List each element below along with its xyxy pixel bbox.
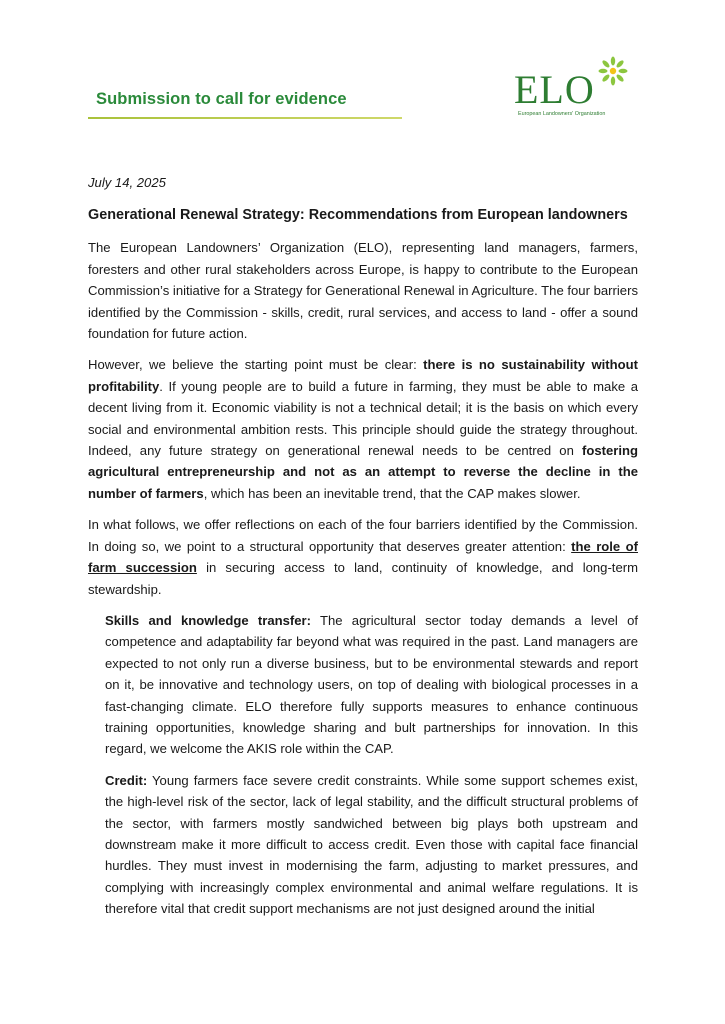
credit-section	[105, 770, 638, 920]
credit-text: Young farmers face severe credit constraints. While some support schemes exist, the high-level risk of the sector, lack of legal stability, and the difficult structural problems of the sector, with farmers mostly sandwiched between big plays both upstream and downstream make it more difficult to access credit. Even those with capital face financial hurdles. They must invest in modernising the farm, adjusting to market pressures, and complying with increasingly complex environmental and animal welfare regulations. It is therefore vital that credit support mechanisms are not just designed around the initial	[105, 772, 638, 917]
text-run: However, we believe the starting point must be clear:	[88, 357, 424, 373]
flower-icon	[598, 56, 628, 86]
intro-paragraph: The European Landowners’ Organization (ELO), representing land managers, farmers, foresters and other rural stakeholders across Europe, is happy to contribute to the European Commission’s initiative for a Strategy for Generational Renewal in Agriculture. The four barriers identified by the Commission - skills, credit, rural services, and access to land - offer a sound foundation for future action.	[88, 240, 638, 342]
text-run: . If young people are to build a future in farming, they must be able to make a decent living from it. Economic viability is not a technical detail; it is the basis on which every social and environmental ambition rests. This principle should guide the strategy throughout. Indeed, any future strategy on generational renewal needs to be centred on	[88, 378, 638, 459]
underlined-text: the role of farm succession	[88, 538, 638, 576]
logo-tagline: European Landowners' Organization	[518, 111, 606, 117]
text-run: in securing access to land, continuity of knowledge, and long-term stewardship.	[88, 560, 638, 597]
credit-heading: Credit:	[105, 772, 148, 788]
bold-text: there is no sustainability without profitability	[88, 357, 638, 394]
document-body	[88, 172, 638, 930]
bold-text: fostering agricultural entrepreneurship and not as an attempt to reverse the decline in the number of farmers	[88, 443, 638, 501]
skills-text: The agricultural sector today demands a level of competence and adaptability far beyond what was required in the past. Land managers are expected to not only run a diverse business, but to be environmental stewards and report on it, be innovative and technology users, on top of dealing with biological processes in a fast-changing climate. ELO therefore fully supports measures to enhance continuous training opportunities, knowledge sharing and bult partnerships for innovation. In this regard, we welcome the AKIS role within the CAP.	[105, 612, 638, 757]
document-date: July 14, 2025	[88, 175, 166, 190]
header-title: Submission to call for evidence	[96, 90, 347, 108]
text-run: In what follows, we offer reflections on each of the four barriers identified by the Commission. In doing so, we point to a structural opportunity that deserves greater attention:	[88, 517, 638, 554]
header-rule	[88, 117, 402, 119]
logo-letters: ELO	[514, 67, 595, 112]
skills-heading: Skills and knowledge transfer:	[105, 612, 311, 628]
profitability-paragraph	[88, 354, 638, 504]
document-title: Generational Renewal Strategy: Recommendations from European landowners	[88, 207, 628, 224]
succession-paragraph	[88, 514, 638, 600]
skills-section	[105, 610, 638, 760]
text-run: , which has been an inevitable trend, that the CAP makes slower.	[203, 485, 581, 501]
elo-logo	[514, 56, 632, 124]
